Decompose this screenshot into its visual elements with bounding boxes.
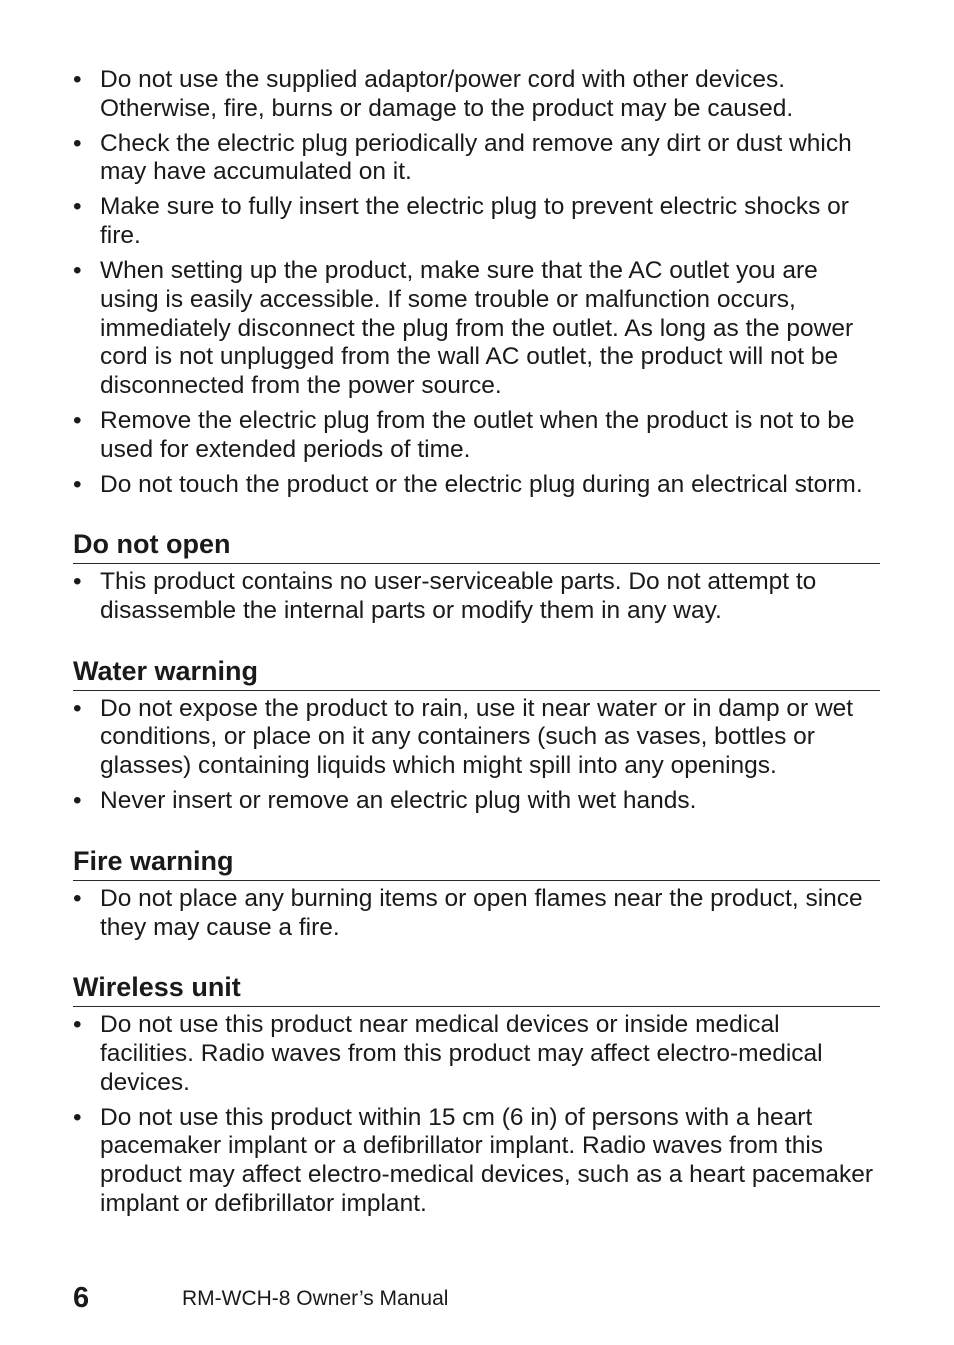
section-bullet-list xyxy=(73,1011,880,1218)
bullet-icon: • xyxy=(73,470,82,498)
list-item-text: This product contains no user-serviceable parts. Do not attempt to disassemble the internal parts or modify them in any way. xyxy=(100,568,817,625)
list-item-text: Do not place any burning items or open flames near the product, since they may cause a fire. xyxy=(100,884,863,941)
section-heading: Do not open xyxy=(73,528,880,564)
list-item xyxy=(73,193,880,250)
section-bullet-list xyxy=(73,568,880,625)
section-wireless-unit xyxy=(73,971,880,1218)
list-item-text: Make sure to fully insert the electric plug to prevent electric shocks or fire. xyxy=(100,193,849,250)
list-item xyxy=(73,695,880,781)
list-item-text: When setting up the product, make sure that the AC outlet you are using is easily accessible. If some trouble or malfunction occurs, immediately disconnect the plug from the outlet. As long as the power cord is not unplugged from the wall AC outlet, the product will not be disconnected from the power source. xyxy=(100,257,854,399)
section-heading: Water warning xyxy=(73,655,880,691)
bullet-icon: • xyxy=(73,1011,82,1039)
section-bullet-list xyxy=(73,885,880,942)
bullet-icon: • xyxy=(73,406,82,434)
bullet-icon: • xyxy=(73,193,82,221)
list-item-text: Do not use the supplied adaptor/power cord with other devices. Otherwise, fire, burns or damage to the product may be caused. xyxy=(100,66,794,122)
bullet-icon: • xyxy=(73,568,82,596)
list-item-text: Check the electric plug periodically and remove any dirt or dust which may have accumulated on it. xyxy=(100,129,852,186)
list-item xyxy=(73,257,880,401)
section-bullet-list xyxy=(73,695,880,816)
list-item-text: Do not use this product near medical devices or inside medical facilities. Radio waves from this product may affect electro-medical devices. xyxy=(100,1011,823,1096)
section-do-not-open xyxy=(73,528,880,625)
list-item xyxy=(73,568,880,625)
intro-bullet-list xyxy=(73,66,880,499)
list-item xyxy=(73,471,880,500)
bullet-icon: • xyxy=(73,884,82,912)
bullet-icon: • xyxy=(73,694,82,722)
list-item xyxy=(73,407,880,464)
section-water-warning xyxy=(73,655,880,816)
page-content xyxy=(73,66,880,1225)
section-fire-warning xyxy=(73,845,880,942)
list-item xyxy=(73,1011,880,1097)
list-item xyxy=(73,885,880,942)
list-item xyxy=(73,66,880,123)
bullet-icon: • xyxy=(73,129,82,157)
bullet-icon: • xyxy=(73,787,82,815)
section-heading: Wireless unit xyxy=(73,971,880,1007)
bullet-icon: • xyxy=(73,257,82,285)
list-item-text: Do not touch the product or the electric plug during an electrical storm. xyxy=(100,470,863,498)
page-number: 6 xyxy=(73,1282,90,1314)
list-item-text: Do not use this product within 15 cm (6 in) of persons with a heart pacemaker implant or a defibrillator implant. Radio waves from this product may affect electro-medical devices, such as a heart pacemaker implant or defibrillator implant. xyxy=(100,1103,874,1217)
list-item xyxy=(73,1104,880,1219)
section-heading: Fire warning xyxy=(73,845,880,881)
list-item xyxy=(73,787,880,816)
list-item xyxy=(73,130,880,187)
bullet-icon: • xyxy=(73,66,82,93)
list-item-text: Never insert or remove an electric plug with wet hands. xyxy=(100,787,697,815)
list-item-text: Do not expose the product to rain, use it near water or in damp or wet conditions, or place on it any containers (such as vases, bottles or glasses) containing liquids which might spill into any openings. xyxy=(100,694,854,780)
bullet-icon: • xyxy=(73,1103,82,1131)
manual-title: RM-WCH-8 Owner’s Manual xyxy=(182,1287,449,1310)
list-item-text: Remove the electric plug from the outlet when the product is not to be used for extended periods of time. xyxy=(100,406,855,463)
